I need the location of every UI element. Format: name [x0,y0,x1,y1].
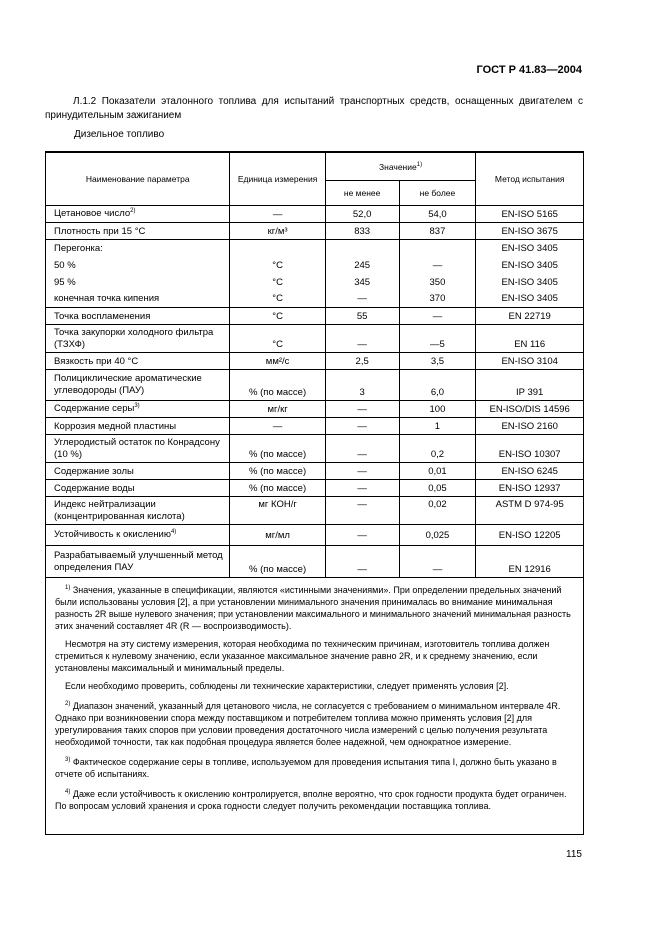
cell-unit: мг/кг [230,401,325,418]
header-value-label: Значение [379,161,417,172]
cell-method: IP 391 [476,370,584,401]
cell-method: EN-ISO 3675 [476,223,584,240]
cell-unit: °C [230,257,325,274]
table-row [46,435,584,463]
row-name: Содержание серы [54,403,135,415]
cell-method: EN-ISO 5165 [476,206,584,223]
footnotes [55,582,575,818]
cell-method: EN-ISO 3405 [476,257,584,274]
footnote-marker: 3) [65,757,71,763]
cell-min: — [325,546,399,578]
cell-max: — [399,546,476,578]
cell-name: Индекс нейтрализации (концентрированная кислота) [46,497,230,525]
footnote [55,680,575,692]
header-max: не более [399,181,476,206]
cell-method: EN 22719 [476,308,584,325]
cell-method: EN 12916 [476,546,584,578]
row-name: Цетановое число [54,208,131,220]
cell-max: 0,01 [399,463,476,480]
cell-max: 54,0 [399,206,476,223]
table-row [46,240,584,257]
cell-method: EN-ISO 3405 [476,240,584,257]
cell-method: EN 116 [476,325,584,353]
footnote-text: Диапазон значений, указанный для цетанового числа, не согласуется с требованием о минимальном интервале 4R. Однако при возникновении спора между поставщиком и потребителем топлива можно применять условия [2] для урегулирования таких споров при условии проведения достаточного числа измерений с целью получения результата необходимой точности, так как подобная процедура является более надежной, чем однократное измерение. [55,701,561,747]
cell-method: EN-ISO 3405 [476,274,584,291]
cell-method: EN-ISO 2160 [476,418,584,435]
footnote [55,698,575,748]
cell-min: — [325,480,399,497]
cell-unit: мг КОН/г [230,497,325,525]
cell-unit: °C [230,308,325,325]
row-sup: 3) [134,403,140,410]
header-value-sup: 1) [416,161,423,168]
footnote-text: Фактическое содержание серы в топливе, используемом для проведения испытания типа I, должно быть указано в отчете об испытаниях. [55,757,557,779]
cell-min: — [325,435,399,463]
cell-min: — [325,291,399,308]
cell-name: Точка закупорки холодного фильтра (ТЗХФ) [46,325,230,353]
table-row [46,353,584,370]
standard-header: ГОСТ Р 41.83—2004 [476,64,582,76]
cell-name: Углеродистый остаток по Конрадсону (10 %) [46,435,230,463]
cell-unit: % (по массе) [230,480,325,497]
footnote-marker: 4) [65,789,71,795]
header-parameter: Наименование параметра [46,153,230,206]
footnote-marker: 2) [65,701,71,707]
cell-max: 0,05 [399,480,476,497]
fuel-type-label: Дизельное топливо [74,129,165,140]
cell-max: 837 [399,223,476,240]
cell-max: 0,025 [399,525,476,546]
table-row [46,325,584,353]
footnote-text: Значения, указанные в спецификации, являются «истинными значениями». При определении предельных значений были использованы условия [2], а при установлении минимального значения принималась во внимание минимальная разность 2R выше нулевого значения; при установлении максимального и минимального значений минимальная разность этих значений составляет 4R (R — воспроизводимость). [55,585,571,631]
table-row [46,206,584,223]
cell-min: 345 [325,274,399,291]
table-row [46,291,584,308]
cell-method: EN-ISO/DIS 14596 [476,401,584,418]
cell-max: 0,2 [399,435,476,463]
cell-name [46,206,230,223]
cell-min: — [325,497,399,525]
cell-method: EN-ISO 10307 [476,435,584,463]
cell-min: 245 [325,257,399,274]
header-min: не менее [325,181,399,206]
table-row [46,546,584,578]
row-sup: 4) [170,529,177,536]
footnote-text: Даже если устойчивость к окислению контролируется, вполне вероятно, что срок годности продукта будет ограничен. По вопросам условий хранения и срока годности следует получить рекомендации поставщика топлива. [55,789,567,811]
cell-max: 370 [399,291,476,308]
cell-name [46,401,230,418]
cell-min: — [325,418,399,435]
cell-name: Содержание золы [46,463,230,480]
cell-min: 52,0 [325,206,399,223]
cell-max: 0,02 [399,497,476,525]
footnote [55,754,575,780]
cell-min [325,240,399,257]
cell-max: 100 [399,401,476,418]
cell-unit: % (по массе) [230,435,325,463]
cell-name: 50 % [46,257,230,274]
section-title: Л.1.2 Показатели эталонного топлива для испытаний транспортных средств, оснащенных двигателем с принудительным зажиганием [45,96,583,121]
cell-method: EN-ISO 6245 [476,463,584,480]
cell-max: 350 [399,274,476,291]
table-row [46,418,584,435]
cell-name: Коррозия медной пластины [46,418,230,435]
cell-min: 2,5 [325,353,399,370]
cell-name: Перегонка: [46,240,230,257]
table-row [46,525,584,546]
cell-method: EN-ISO 12937 [476,480,584,497]
cell-min: 55 [325,308,399,325]
footnote [55,582,575,632]
cell-min: 3 [325,370,399,401]
header-value [325,153,476,181]
header-unit: Единица измерения [230,153,325,206]
cell-unit: мг/мл [230,525,325,546]
cell-method: EN-ISO 12205 [476,525,584,546]
header-method: Метод испытания [476,153,584,206]
cell-min: — [325,463,399,480]
cell-unit: кг/м³ [230,223,325,240]
table-row [46,497,584,525]
cell-max: — [399,257,476,274]
cell-name: Полициклические ароматические углеводороды (ПАУ) [46,370,230,401]
cell-unit: °C [230,274,325,291]
cell-name: Содержание воды [46,480,230,497]
cell-max: 6,0 [399,370,476,401]
cell-unit: °C [230,291,325,308]
cell-min: — [325,401,399,418]
cell-name: Вязкость при 40 °С [46,353,230,370]
fuel-spec-table [45,152,584,578]
footnote [55,638,575,674]
cell-method: EN-ISO 3405 [476,291,584,308]
cell-min: 833 [325,223,399,240]
table-row [46,257,584,274]
table-row [46,308,584,325]
table-row [46,401,584,418]
cell-unit: — [230,418,325,435]
cell-method: EN-ISO 3104 [476,353,584,370]
cell-unit: % (по массе) [230,370,325,401]
cell-min: — [325,325,399,353]
cell-max: — [399,308,476,325]
cell-unit [230,240,325,257]
cell-unit: % (по массе) [230,546,325,578]
footnote-text: Несмотря на эту систему измерения, которая необходима по техническим причинам, изготовитель топлива должен стремиться к нулевому значению, если указанное максимальное значение равно 2R, и к среднему значению, если установлены максимальный и минимальный пределы. [55,639,550,673]
cell-unit: — [230,206,325,223]
cell-max [399,240,476,257]
footnote-text: Если необходимо проверить, соблюдены ли технические характеристики, следует применять условия [2]. [65,681,509,691]
cell-unit: °C [230,325,325,353]
table-row [46,463,584,480]
table-row [46,370,584,401]
footnote-marker: 1) [65,585,71,591]
cell-min: — [325,525,399,546]
table-row [46,274,584,291]
cell-method: ASTM D 974-95 [476,497,584,525]
table-row [46,480,584,497]
cell-name: Плотность при 15 °С [46,223,230,240]
cell-name: Разрабатываемый улучшенный метод определения ПАУ [46,546,230,578]
row-name: Устойчивость к окислению [54,529,171,541]
cell-name: Точка воспламенения [46,308,230,325]
page-number: 115 [566,849,582,860]
cell-unit: % (по массе) [230,463,325,480]
cell-name: конечная точка кипения [46,291,230,308]
table-row [46,223,584,240]
cell-max: —5 [399,325,476,353]
cell-max: 3,5 [399,353,476,370]
cell-max: 1 [399,418,476,435]
cell-name [46,525,230,546]
cell-name: 95 % [46,274,230,291]
row-sup: 2) [130,208,136,215]
cell-unit: мм²/с [230,353,325,370]
footnote [55,786,575,812]
